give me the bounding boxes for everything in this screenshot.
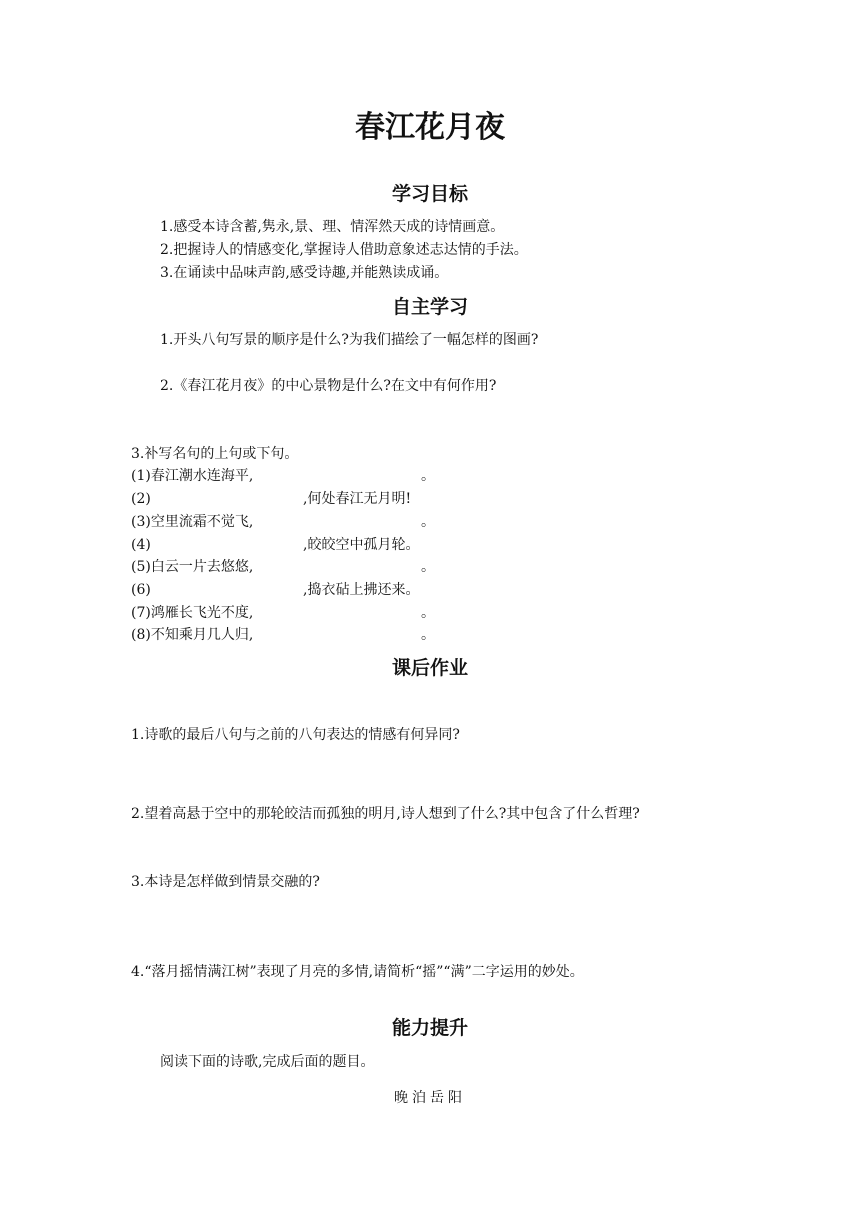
fill-blank-end-mark: 。 (421, 468, 435, 484)
fill-blank-label: (7)鸿雁长飞光不度, (131, 605, 254, 621)
goal-item-2: 2.把握诗人的情感变化,掌握诗人借助意象述志达情的手法。 (160, 242, 528, 258)
fill-blank-label: (5)白云一片去悠悠, (131, 559, 254, 575)
fill-blank-end-mark: 。 (421, 514, 435, 530)
heading-homework: 课后作业 (391, 657, 468, 679)
poem-title: 晚泊岳阳 (394, 1090, 466, 1106)
fill-blank-answer-text: ,皎皎空中孤月轮。 (303, 537, 420, 553)
fill-blank-label: (6) (131, 582, 151, 598)
fill-blank-end-mark: 。 (421, 627, 435, 643)
fill-blank-row-8 (131, 625, 441, 645)
heading-learning-goals: 学习目标 (391, 183, 468, 205)
homework-question-4: 4.“落月摇情满江树”表现了月亮的多情,请简析“摇”“满”二字运用的妙处。 (131, 964, 584, 980)
self-study-question-2: 2.《春江花月夜》的中心景物是什么?在文中有何作用? (160, 378, 497, 394)
goal-item-1: 1.感受本诗含蓄,隽永,景、理、情浑然天成的诗情画意。 (160, 219, 505, 235)
homework-question-1: 1.诗歌的最后八句与之前的八句表达的情感有何异同? (131, 727, 460, 743)
fill-blank-row-2 (131, 489, 441, 509)
fill-blank-end-mark: 。 (421, 605, 435, 621)
fill-blank-row-5 (131, 557, 441, 577)
self-study-question-1: 1.开头八句写景的顺序是什么?为我们描绘了一幅怎样的图画? (160, 332, 539, 348)
fill-blank-row-7 (131, 603, 441, 623)
fill-blank-row-1 (131, 466, 441, 486)
homework-question-3: 3.本诗是怎样做到情景交融的? (131, 874, 320, 890)
homework-question-2: 2.望着高悬于空中的那轮皎洁而孤独的明月,诗人想到了什么?其中包含了什么哲理? (131, 806, 640, 822)
fill-blank-label: (1)春江潮水连海平, (131, 468, 254, 484)
fill-blank-label: (3)空里流霜不觉飞, (131, 514, 254, 530)
fill-blank-label: (8)不知乘月几人归, (131, 627, 254, 643)
fill-blank-label: (4) (131, 537, 151, 553)
self-study-question-3: 3.补写名句的上句或下句。 (131, 446, 299, 462)
fill-blank-answer-text: ,何处春江无月明! (303, 491, 412, 507)
fill-blank-end-mark: 。 (421, 559, 435, 575)
document-title: 春江花月夜 (355, 110, 505, 145)
fill-blank-row-4 (131, 535, 441, 555)
goal-item-3: 3.在诵读中品味声韵,感受诗趣,并能熟读成诵。 (160, 265, 449, 281)
heading-self-study: 自主学习 (391, 296, 468, 318)
fill-blank-answer-text: ,捣衣砧上拂还来。 (303, 582, 420, 598)
reading-instruction: 阅读下面的诗歌,完成后面的题目。 (160, 1054, 375, 1070)
fill-blank-row-3 (131, 512, 441, 532)
heading-ability: 能力提升 (391, 1017, 468, 1039)
fill-blank-row-6 (131, 580, 441, 600)
fill-blank-label: (2) (131, 491, 151, 507)
